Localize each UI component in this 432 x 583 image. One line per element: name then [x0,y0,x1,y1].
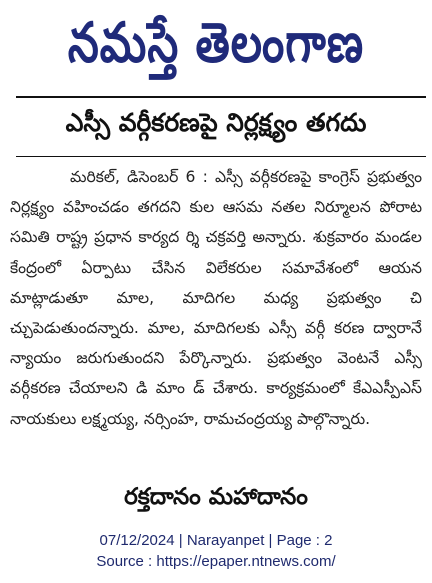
source-footer [0,530,432,572]
article-body [10,162,422,434]
newspaper-logo: నమస్తే తెలంగాణ [67,11,365,76]
source-url: Source : https://epaper.ntnews.com/ [96,553,336,570]
top-rule-divider [16,96,426,98]
masthead [0,0,432,88]
article-headline: ఎస్సీ వర్గీకరణపై నిర్లక్ష్యం తగదు [65,108,367,137]
article-dateline: మరికల్, డిసెంబర్ 6 : [70,168,208,186]
article-clipping [6,96,426,521]
next-article-headline: రక్తదానం మహాదానం [124,484,308,510]
headline-rule-divider [16,156,426,157]
article-body-text: ఎస్సీ వర్గీకరణపై కాంగ్రెస్ ప్రభుత్వం నిర్లక్ష్యం వహించడం తగదని కుల ఆసమ నతల నిర్మూలన పోరాట సమితి రాష్ట్ర ప్రధాన కార్యద ర్శి చక్రవర్తి అన్నారు. శుక్రవారం మండల కేంద్రంలో ఏర్పాటు చేసిన విలేకరుల సమావేశంలో ఆయన మాట్లాడుతూ మాల, మాదిగల మధ్య ప్రభుత్వం చి చ్చుపెడుతుందన్నారు. మాల, మాదిగలకు ఎస్సీ వర్గీ కరణ ద్వారానే న్యాయం జరుగుతుందని పేర్కొన్నారు. ప్రభుత్వం వెంటనే ఎస్సీ వర్గీకరణ చేయాలని డి మాం డ్ చేశారు. కార్యక్రమంలో కేఎఎస్పీఎస్ నాయకులు లక్ష్మయ్య, నర్సింహ, రామచంద్రయ్య పాల్గొన్నారు. [10,168,422,428]
edition-meta: 07/12/2024 | Narayanpet | Page : 2 [99,532,333,549]
